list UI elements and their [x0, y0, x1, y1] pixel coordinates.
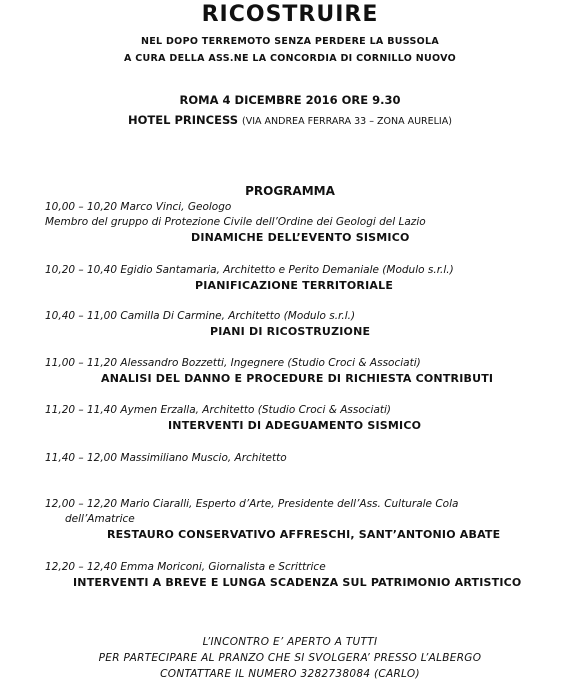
programma-heading: PROGRAMMA	[245, 184, 335, 198]
program-item	[45, 200, 565, 246]
program-item	[45, 403, 565, 434]
program-topic: PIANIFICAZIONE TERRITORIALE	[195, 279, 394, 292]
program-speaker-line: 12,20 – 12,40 Emma Moriconi, Giornalista e Scrittrice	[45, 561, 326, 573]
program-speaker-line: 10,20 – 10,40 Egidio Santamaria, Architetto e Perito Demaniale (Modulo s.r.l.)	[45, 264, 454, 276]
organizer-line: A CURA DELLA ASS.NE LA CONCORDIA DI CORNILLO NUOVO	[123, 53, 457, 64]
program-item	[45, 560, 565, 591]
venue-name: HOTEL PRINCESS	[128, 113, 238, 127]
program-speaker-line: dell’Amatrice	[65, 513, 135, 525]
event-venue	[0, 113, 580, 127]
program-item	[45, 356, 565, 387]
program-topic: DINAMICHE DELL’EVENTO SISMICO	[191, 231, 410, 244]
program-topic: PIANI DI RICOSTRUZIONE	[210, 325, 371, 338]
footer-line: L’INCONTRO E’ APERTO A TUTTI	[202, 636, 378, 648]
program-speaker-line: 11,00 – 11,20 Alessandro Bozzetti, Ingegnere (Studio Croci & Associati)	[45, 357, 421, 369]
program-speaker-line: 10,00 – 10,20 Marco Vinci, Geologo	[45, 201, 232, 213]
flyer-subtitle: NEL DOPO TERREMOTO SENZA PERDERE LA BUSSOLA	[141, 36, 439, 47]
venue-address: (VIA ANDREA FERRARA 33 – ZONA AURELIA)	[242, 116, 452, 127]
program-speaker-line: 10,40 – 11,00 Camilla Di Carmine, Architetto (Modulo s.r.l.)	[45, 310, 356, 322]
program-speaker-line: Membro del gruppo di Protezione Civile dell’Ordine dei Geologi del Lazio	[45, 216, 426, 228]
program-item	[45, 263, 565, 294]
program-item	[45, 309, 565, 340]
footer-line: PER PARTECIPARE AL PRANZO CHE SI SVOLGERA’ PRESSO L’ALBERGO	[98, 652, 482, 664]
event-date: ROMA 4 DICEMBRE 2016 ORE 9.30	[179, 93, 401, 107]
program-speaker-line: 12,00 – 12,20 Mario Ciaralli, Esperto d’Arte, Presidente dell’Ass. Culturale Cola	[45, 498, 459, 510]
program-topic: ANALISI DEL DANNO E PROCEDURE DI RICHIESTA CONTRIBUTI	[101, 372, 494, 385]
program-item	[45, 497, 565, 543]
program-speaker-line: 11,20 – 11,40 Aymen Erzalla, Architetto (Studio Croci & Associati)	[45, 404, 392, 416]
program-topic: INTERVENTI A BREVE E LUNGA SCADENZA SUL PATRIMONIO ARTISTICO	[73, 576, 522, 589]
flyer-title: RICOSTRUIRE	[201, 2, 379, 27]
program-topic: RESTAURO CONSERVATIVO AFFRESCHI, SANT’ANTONIO ABATE	[107, 528, 501, 541]
footer-contact-line: CONTATTARE IL NUMERO 3282738084 (CARLO)	[160, 668, 420, 680]
footer-notice	[0, 634, 580, 682]
program-item	[45, 451, 565, 466]
program-topic: INTERVENTI DI ADEGUAMENTO SISMICO	[168, 419, 422, 432]
program-speaker-line: 11,40 – 12,00 Massimiliano Muscio, Architetto	[45, 452, 287, 464]
